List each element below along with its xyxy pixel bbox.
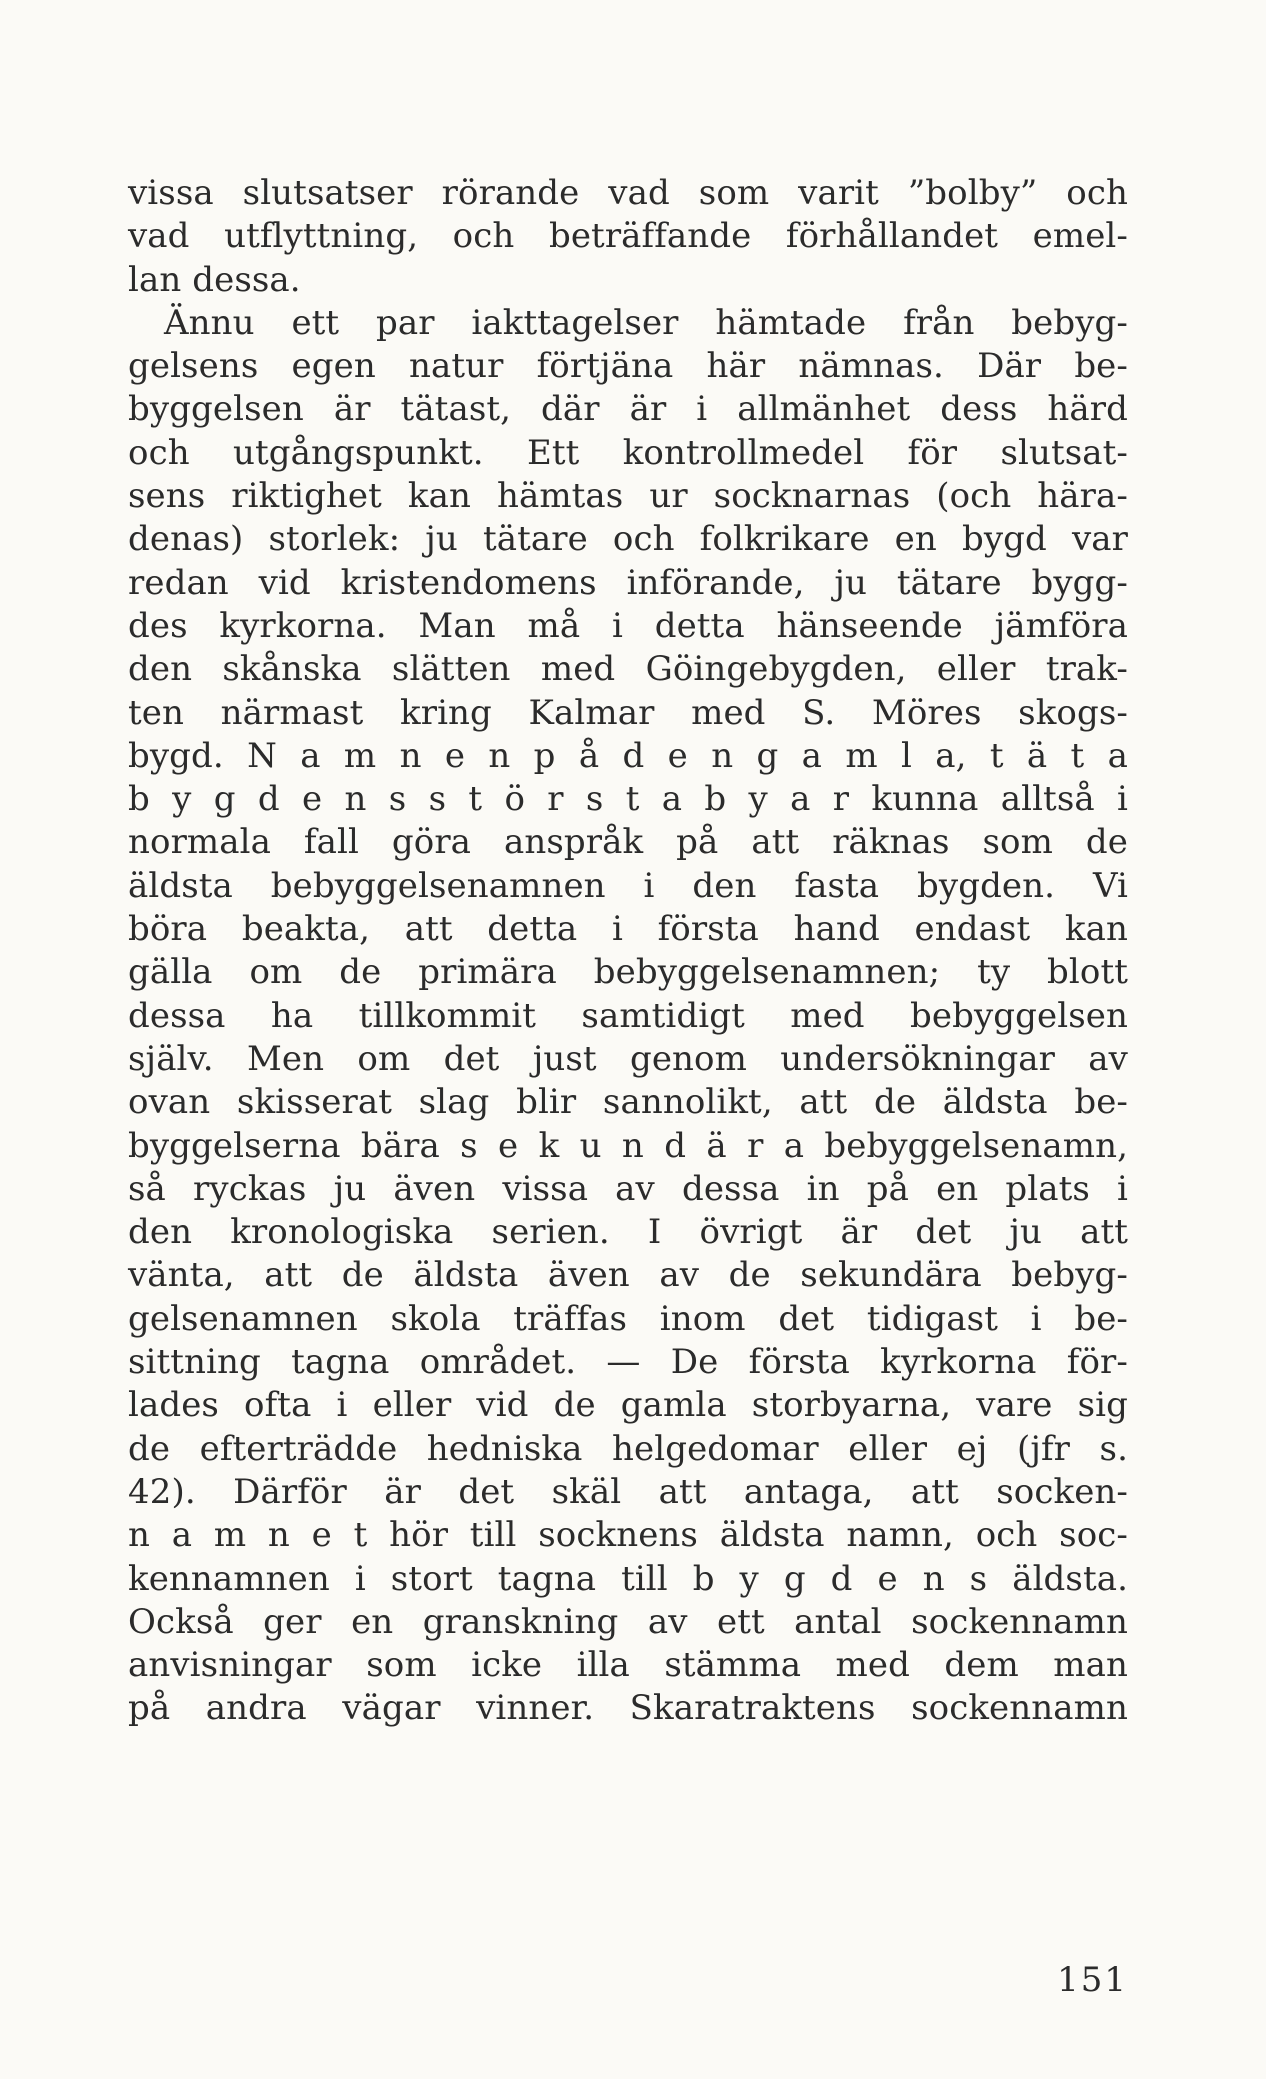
text-line: byggelsen är tätast, där är i allmänhet dess härd [128,389,1128,430]
text-line: Ännu ett par iakttagelser hämtade från bebyg- [164,302,1128,343]
text-line: 42). Därför är det skäl att antaga, att socken- [128,1471,1128,1512]
text-line: byggelserna bära s e k u n d ä r a bebyggelsenamn, [128,1125,1128,1166]
text-line: bygd. N a m n e n p å d e n g a m l a, t ä t a [128,735,1128,776]
text-line: gelsens egen natur förtjäna här nämnas. Där be- [128,346,1128,387]
text-line: normala fall göra anspråk på att räknas som de [128,822,1128,863]
body-text [128,172,1128,1731]
text-line: lades ofta i eller vid de gamla storbyarna, vare sig [128,1385,1128,1426]
text-line: des kyrkorna. Man må i detta hänseende jämföra [128,605,1128,646]
text-line: äldsta bebyggelsenamnen i den fasta bygden. Vi [128,865,1128,906]
text-line: ovan skisserat slag blir sannolikt, att de äldsta be- [128,1082,1128,1123]
text-line: dessa ha tillkommit samtidigt med bebyggelsen [128,995,1128,1036]
text-line: själv. Men om det just genom undersökningar av [128,1038,1128,1079]
text-line: vad utflyttning, och beträffande förhållandet emel- [128,216,1128,257]
text-line: så ryckas ju även vissa av dessa in på en plats i [128,1168,1128,1209]
text-line: redan vid kristendomens införande, ju tätare bygg- [128,562,1128,603]
text-line: b y g d e n s s t ö r s t a b y a r kunna alltså i [128,779,1128,820]
text-line: kennamnen i stort tagna till b y g d e n s äldsta. [128,1558,1128,1599]
text-line: ten närmast kring Kalmar med S. Möres skogs- [128,692,1128,733]
text-line: denas) storlek: ju tätare och folkrikare en bygd var [128,519,1128,560]
text-line: vänta, att de äldsta även av de sekundära bebyg- [128,1255,1128,1296]
text-line: den kronologiska serien. I övrigt är det ju att [128,1212,1128,1253]
text-line: gelsenamnen skola träffas inom det tidigast i be- [128,1298,1128,1339]
page-number: 151 [1057,1960,1128,2000]
text-line: och utgångspunkt. Ett kontrollmedel för slutsat- [128,432,1128,473]
text-line: gälla om de primära bebyggelsenamnen; ty blott [128,952,1128,993]
text-line: vissa slutsatser rörande vad som varit ”bolby” och [128,173,1128,213]
text-line: sens riktighet kan hämtas ur socknarnas (och härа- [128,476,1128,517]
text-line: de efterträdde hedniska helgedomar eller ej (jfr s. [128,1428,1128,1469]
text-line: på andra vägar vinner. Skaratraktens sockennamn [128,1688,1128,1729]
text-line: n a m n e t hör till socknens äldsta namn, och soc- [128,1515,1128,1556]
text-line: Också ger en granskning av ett antal sockennamn [128,1601,1128,1642]
text-line: böra beakta, att detta i första hand endast kan [128,909,1128,950]
text-line: anvisningar som icke illa stämma med dem man [128,1645,1128,1686]
text-line: den skånska slätten med Göingebygden, eller trak- [128,649,1128,690]
text-line: lan dessa. [128,259,301,300]
text-line: sittning tagna området. — De första kyrkorna för- [128,1342,1128,1383]
